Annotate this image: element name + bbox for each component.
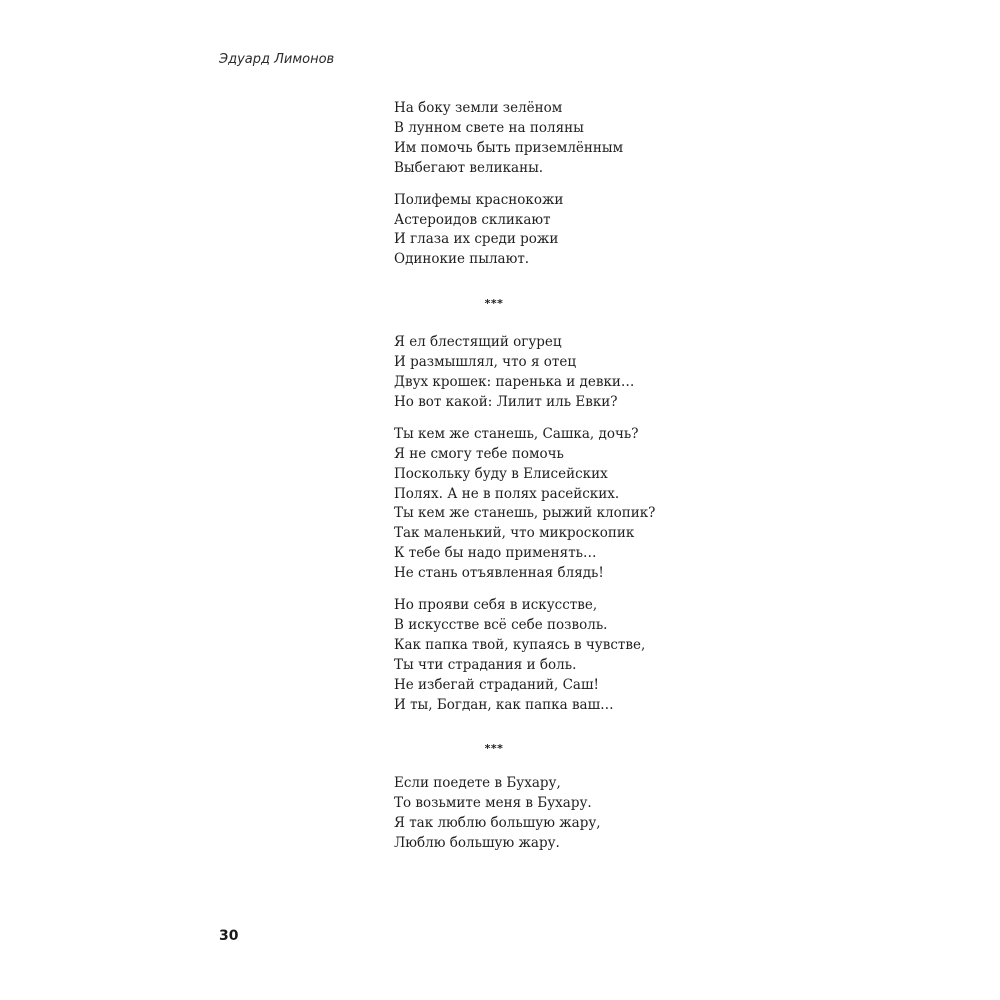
poem-1 <box>394 99 814 270</box>
verse-line: Я ел блестящий огурец <box>394 334 562 351</box>
verse-line: Им помочь быть приземлённым <box>394 139 624 156</box>
verse-line: Не избегай страданий, Саш! <box>394 676 599 693</box>
verse-line: То возьмите меня в Бухару. <box>394 795 592 812</box>
verse-line: Люблю большую жару. <box>394 835 560 852</box>
verse-line: Полифемы краснокожи <box>394 191 564 208</box>
verse-line: Одинокие пылают. <box>394 251 530 268</box>
verse-line: Ты кем же станешь, Сашка, дочь? <box>394 425 639 442</box>
verse-line: Я так люблю большую жару, <box>394 815 601 832</box>
verse-line: В искусстве всё себе позволь. <box>394 616 608 633</box>
verse-line: Если поедете в Бухару, <box>394 775 561 792</box>
stanza <box>394 99 814 179</box>
verse-line: И ты, Богдан, как папка ваш… <box>394 696 614 713</box>
stanza <box>394 774 814 854</box>
poem-2 <box>394 294 814 715</box>
verse-line: Так маленький, что микроскопик <box>394 525 635 542</box>
verse-line: Поскольку буду в Елисейских <box>394 465 608 482</box>
verse-line: Не стань отъявленная блядь! <box>394 565 604 582</box>
verse-line: Астероидов скликают <box>394 211 551 228</box>
verse-line: Но прояви себя в искусстве, <box>394 597 598 614</box>
verse-line: Как папка твой, купаясь в чувстве, <box>394 636 646 653</box>
poem-separator: *** <box>484 297 504 311</box>
verse-line: На боку земли зелёном <box>394 100 563 116</box>
stanza <box>394 596 814 715</box>
poem-separator: *** <box>484 742 504 756</box>
poems-column <box>394 99 814 866</box>
poem-3 <box>394 739 814 854</box>
verse-line: Ты кем же станешь, рыжий клопик? <box>394 505 656 522</box>
verse-line: И глаза их среди рожи <box>394 231 559 248</box>
page-number: 30 <box>219 928 239 944</box>
stanza <box>394 425 814 584</box>
stanza <box>394 333 814 413</box>
running-header: Эдуард Лимонов <box>219 52 335 67</box>
verse-line: Я не смогу тебе помочь <box>394 445 564 462</box>
verse-line: Полях. А не в полях расейских. <box>394 485 620 502</box>
verse-line: Но вот какой: Лилит иль Евки? <box>394 393 618 410</box>
verse-line: Выбегают великаны. <box>394 159 544 176</box>
verse-line: И размышлял, что я отец <box>394 354 577 371</box>
verse-line: В лунном свете на поляны <box>394 119 584 136</box>
stanza <box>394 191 814 271</box>
verse-line: Двух крошек: паренька и девки… <box>394 373 635 390</box>
verse-line: Ты чти страдания и боль. <box>394 656 577 673</box>
verse-line: К тебе бы надо применять… <box>394 545 597 562</box>
